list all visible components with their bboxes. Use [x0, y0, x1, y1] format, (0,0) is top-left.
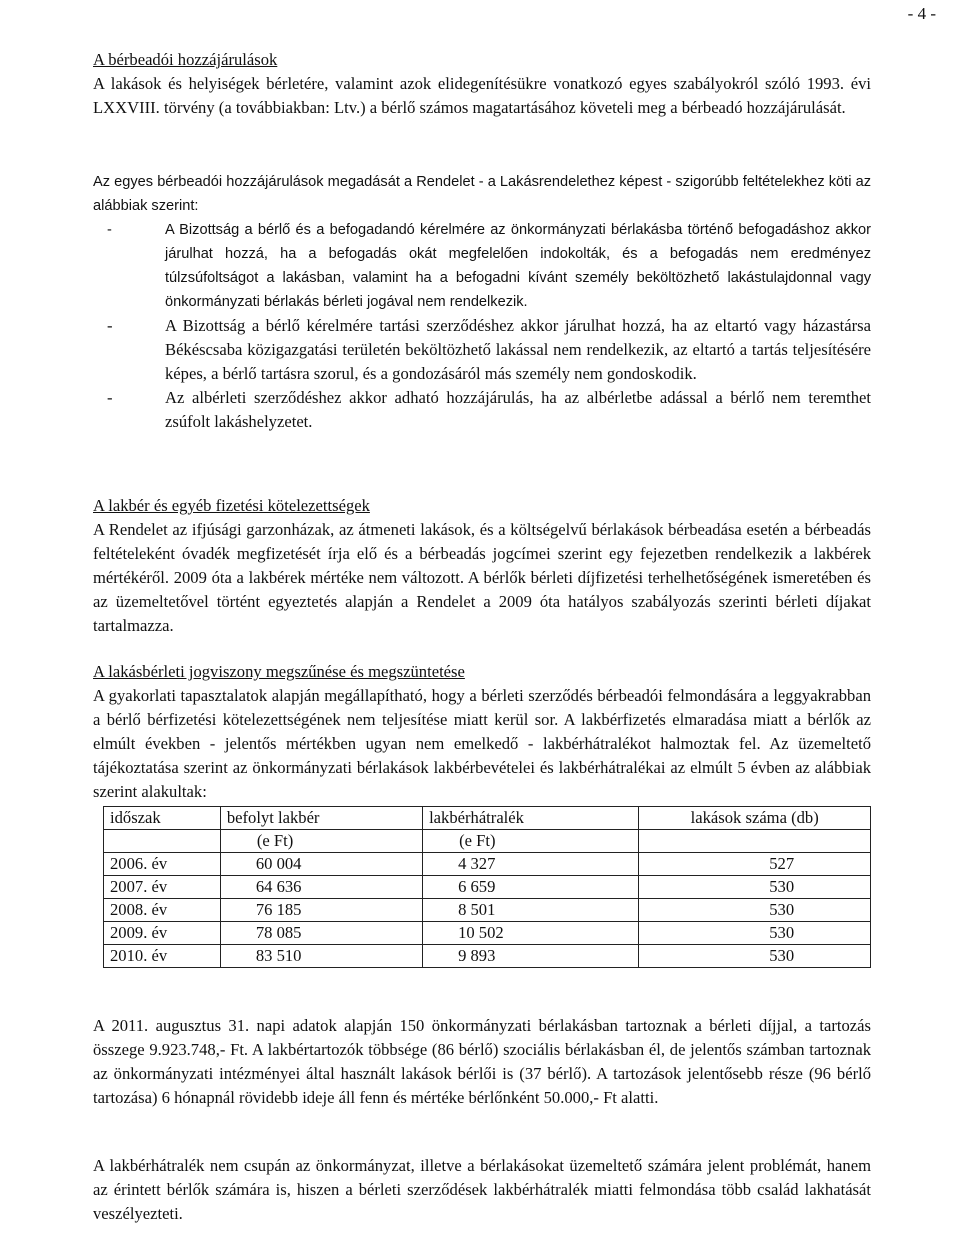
table-cell: 83 510	[220, 945, 422, 968]
table-cell: 4 327	[423, 853, 639, 876]
section-termination	[93, 660, 871, 968]
table-header-cell: befolyt lakbér	[220, 807, 422, 830]
table-cell: 530	[639, 945, 871, 968]
section-consent-conditions	[93, 170, 871, 434]
rent-arrears-table	[103, 806, 871, 968]
table-cell: 2008. év	[104, 899, 221, 922]
termination-paragraph: A gyakorlati tapasztalatok alapján megállapítható, hogy a bérleti szerződés bérbeadói felmondására a leggyakrabban a bérlő bérfizetési kötelezettségének nem teljesítése miatt kerül sor. A lakbérfizetés elmaradása miatt a bérlők az elmúlt években - jelentős mértékben ugyan nem emelkedő - lakbérhátralékot halmoztak fel. Az üzemeltető tájékoztatása szerint az önkormányzati bérlakások lakbérbevételei és lakbérhátralékai az elmúlt 5 évben az alábbiak szerint alakultak:	[93, 686, 871, 801]
table-cell: 8 501	[423, 899, 639, 922]
table-row	[104, 853, 871, 876]
section-landlord-consent	[93, 48, 871, 120]
table-cell: 60 004	[220, 853, 422, 876]
table-cell: 64 636	[220, 876, 422, 899]
table-subheader-row	[104, 830, 871, 853]
consent-intro-paragraph: A lakások és helyiségek bérletére, valamint azok elidegenítésükre vonatkozó egyes szabályokról szóló 1993. évi LXXVIII. törvény (a továbbiakban: Ltv.) a bérlő számos magatartásához követeli meg a bérbeadó hozzájárulását.	[93, 74, 871, 117]
table-row	[104, 922, 871, 945]
table-cell: 530	[639, 922, 871, 945]
section-heading-rent: A lakbér és egyéb fizetési kötelezettségek	[93, 496, 370, 515]
table-subheader-cell	[104, 830, 221, 853]
table-cell: 2009. év	[104, 922, 221, 945]
table-cell: 527	[639, 853, 871, 876]
table-header-cell: lakbérhátralék	[423, 807, 639, 830]
list-item: - A Bizottság a bérlő kérelmére tartási szerződéshez akkor járulhat hozzá, ha az eltartó vagy házastársa Békéscsaba közigazgatási területén beköltözhető lakással nem rendelkezik, az eltartó a tartás teljesítésére képes, a bérlő tartásra szorul, és a gondozásáról más személy nem gondoskodik.	[93, 314, 871, 386]
table-cell: 10 502	[423, 922, 639, 945]
closing-paragraph: A lakbérhátralék nem csupán az önkormányzat, illetve a bérlakásokat üzemeltető számára jelent problémát, hanem az érintett bérlők számára is, hiszen a bérleti szerződések lakbérhátralék miatti felmondása több család lakhatását veszélyezteti.	[93, 1156, 871, 1223]
table-subheader-cell	[639, 830, 871, 853]
table-header-row	[104, 807, 871, 830]
table-cell: 2010. év	[104, 945, 221, 968]
table-cell: 2006. év	[104, 853, 221, 876]
section-closing	[93, 1154, 871, 1226]
section-arrears-summary	[93, 1014, 871, 1110]
table-subheader-cell: (e Ft)	[423, 830, 639, 853]
section-heading-consent: A bérbeadói hozzájárulások	[93, 50, 278, 69]
page-number: - 4 -	[907, 4, 936, 23]
arrears-paragraph: A 2011. augusztus 31. napi adatok alapján 150 önkormányzati bérlakásban tartoznak a bérleti díjjal, a tartozás összege 9.923.748,- Ft. A lakbértartozók többsége (86 bérlő) szociális bérlakásban él, de jelentős számban tartoznak az önkormányzati intézményei által használt lakások bérlői is (37 bérlő). A tartozások jelentősebb része (96 bérlő tartozása) 6 hónapnál rövidebb ideje áll fenn és mértéke bérlőnként 50.000,- Ft alatti.	[93, 1016, 871, 1107]
table-subheader-cell: (e Ft)	[220, 830, 422, 853]
table-cell: 76 185	[220, 899, 422, 922]
table-cell: 6 659	[423, 876, 639, 899]
table-header-cell: időszak	[104, 807, 221, 830]
table-row	[104, 945, 871, 968]
section-rent	[93, 494, 871, 638]
section-heading-termination: A lakásbérleti jogviszony megszűnése és megszüntetése	[93, 662, 465, 681]
table-cell: 78 085	[220, 922, 422, 945]
consent-conditions-paragraph: Az egyes bérbeadói hozzájárulások megadását a Rendelet - a Lakásrendelethez képest - szigorúbb feltételekhez köti az alábbiak szerint:	[93, 174, 871, 214]
list-item: - Az albérleti szerződéshez akkor adható hozzájárulás, ha az albérletbe adással a bérlő nem teremthet zsúfolt lakáshelyzetet.	[93, 386, 871, 434]
table-cell: 2007. év	[104, 876, 221, 899]
table-header-cell: lakások száma (db)	[639, 807, 871, 830]
table-row	[104, 876, 871, 899]
table-row	[104, 899, 871, 922]
consent-conditions-list	[93, 218, 871, 434]
table-cell: 530	[639, 899, 871, 922]
table-cell: 9 893	[423, 945, 639, 968]
table-cell: 530	[639, 876, 871, 899]
rent-paragraph: A Rendelet az ifjúsági garzonházak, az átmeneti lakások, és a költségelvű bérlakások bérbeadása esetén a bérbeadás feltételeként óvadék megfizetését írja elő és a bérbeadás jogcímei szerint egy fejezetben rendelkezik a lakbérek mértékéről. 2009 óta a lakbérek mértéke nem változott. A bérlők bérleti díjfizetési terhelhetőségének ismeretében és az üzemeltetővel történt egyeztetés alapján a Rendelet a 2009 óta hatályos szabályozás szerinti bérleti díjakat tartalmazza.	[93, 520, 871, 635]
list-item: - A Bizottság a bérlő és a befogadandó kérelmére az önkormányzati bérlakásba történő befogadáshoz akkor járulhat hozzá, ha a befogadás okát megfelelően indokolták, és a befogadás nem eredményez túlzsúfoltságot a lakásban, valamint ha a befogadni kívánt személy beköltözhető lakástulajdonnal vagy önkormányzati bérlakás bérleti jogával nem rendelkezik.	[93, 218, 871, 314]
